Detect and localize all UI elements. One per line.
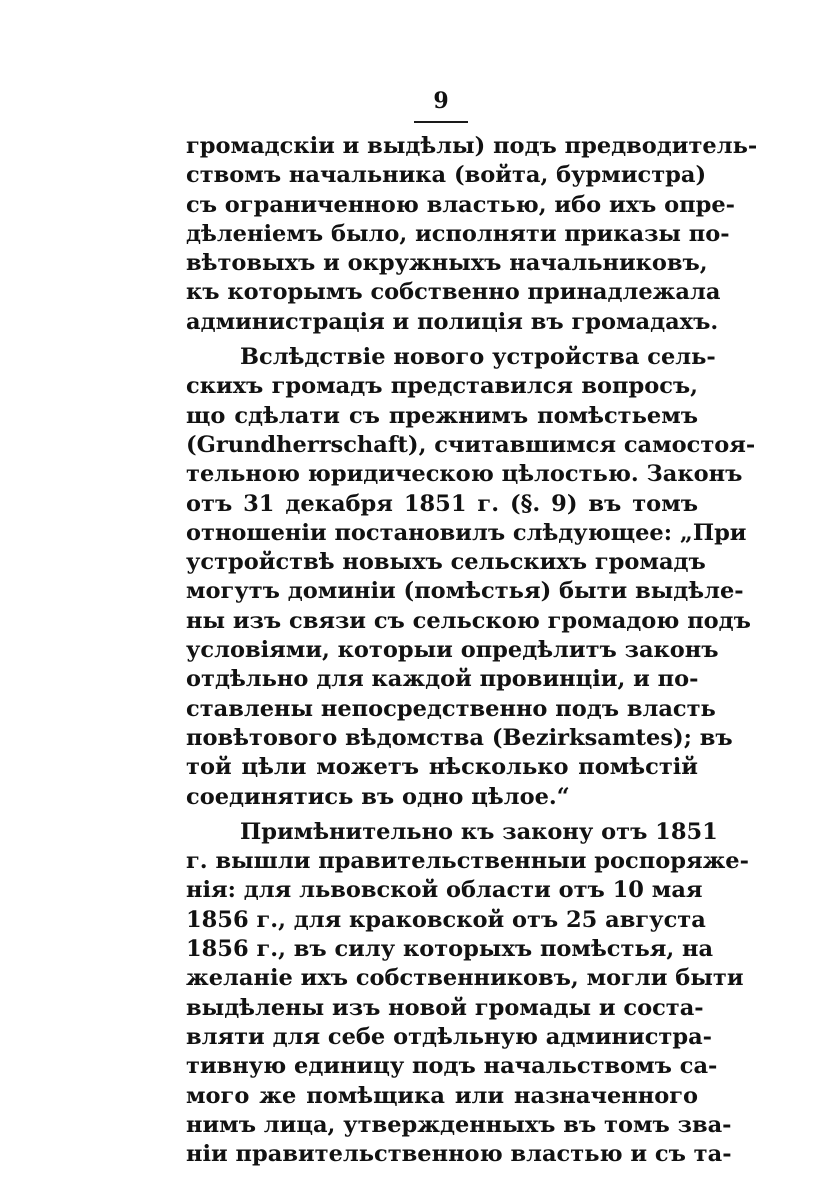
- text-line: тивную единицу подъ начальствомъ са-: [186, 1053, 718, 1080]
- text-line: скихъ громадъ представился вопросъ,: [186, 373, 698, 400]
- text-line: устройствѣ новыхъ сельскихъ громадъ: [186, 549, 706, 576]
- text-line: 1856 г., въ силу которыхъ помѣстья, на: [186, 936, 714, 963]
- text-line: отъ 31 декабря 1851 г. (§. 9) въ томъ: [186, 490, 698, 517]
- paragraph: [186, 343, 756, 812]
- text-line: администрація и полиція въ громадахъ.: [186, 308, 719, 335]
- text-line: тельною юридическою цѣлостью. Законъ: [186, 461, 743, 488]
- text-line: ствомъ начальника (войта, бурмистра): [186, 162, 707, 189]
- text-line: ніи правительственною властью и съ та-: [186, 1141, 732, 1168]
- text-line: що сдѣлати съ прежнимъ помѣстьемъ: [186, 402, 698, 429]
- text-line: вляти для себе отдѣльную администра-: [186, 1023, 713, 1050]
- text-line: нимъ лица, утвержденныхъ въ томъ зва-: [186, 1111, 732, 1138]
- text-line: повѣтового вѣдомства (Bezirksamtes); въ: [186, 724, 733, 751]
- text-line: 1856 г., для краковской отъ 25 августа: [186, 906, 706, 933]
- text-line: дѣленіемъ было, исполняти приказы по-: [186, 220, 730, 247]
- text-line: мого же помѣщика или назначенного: [186, 1082, 698, 1109]
- text-line: отдѣльно для каждой провинціи, и по-: [186, 666, 699, 693]
- text-line: условіями, которыи опредѣлитъ законъ: [186, 637, 719, 664]
- text-line: Вслѣдствіе нового устройства сель-: [240, 344, 716, 371]
- page-number: 9: [433, 88, 449, 114]
- text-line: ны изъ связи съ сельскою громадою подъ: [186, 607, 751, 634]
- paragraph: [186, 132, 758, 337]
- text-line: той цѣли можетъ нѣсколько помѣстій: [186, 754, 698, 781]
- page-number-rule: [414, 121, 468, 123]
- text-line: отношеніи постановилъ слѣдующее: „При: [186, 519, 747, 546]
- text-line: вѣтовыхъ и окружныхъ начальниковъ,: [186, 250, 708, 277]
- text-line: громадскіи и выдѣлы) подъ предводитель-: [186, 133, 758, 159]
- text-line: Примѣнительно къ закону отъ 1851: [240, 818, 718, 845]
- text-line: къ которымъ собственно принадлежала: [186, 279, 721, 306]
- text-line: могутъ доминіи (помѣстья) быти выдѣле-: [186, 578, 744, 605]
- text-line: нія: для львовской области отъ 10 мая: [186, 877, 703, 904]
- text-line: желаніе ихъ собственниковъ, могли быти: [186, 965, 744, 992]
- text-line: ставлены непосредственно подъ власть: [186, 695, 716, 722]
- text-line: г. вышли правительственныи роспоряже-: [186, 848, 749, 875]
- text-line: выдѣлены изъ новой громады и соста-: [186, 994, 704, 1021]
- text-line: соединятись въ одно цѣлое.“: [186, 783, 570, 810]
- body-text: [186, 132, 758, 1169]
- text-line: съ ограниченною властью, ибо ихъ опре-: [186, 191, 736, 218]
- paragraph: [186, 818, 749, 1170]
- text-line: (Grundherrschaft), считавшимся самостоя-: [186, 431, 756, 458]
